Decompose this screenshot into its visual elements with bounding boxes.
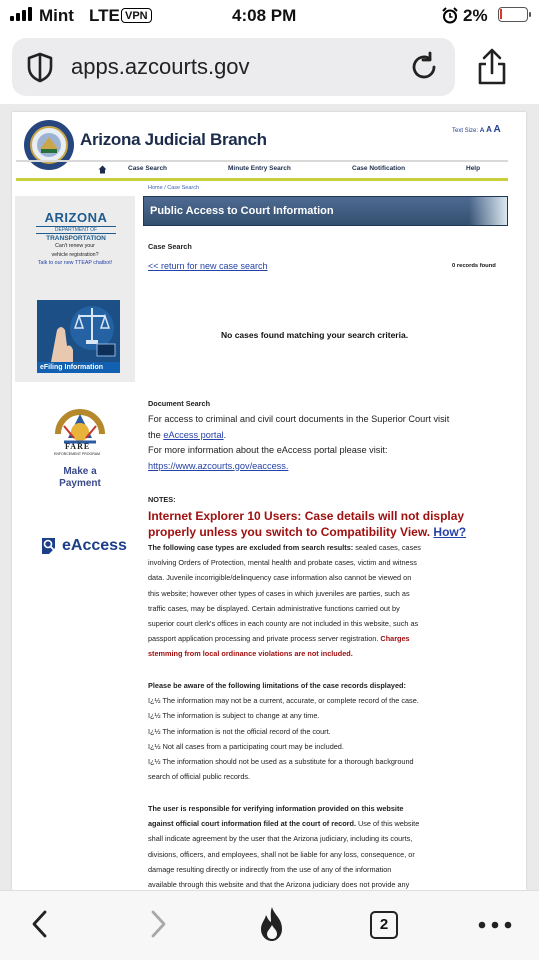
efiling-banner[interactable]: eFiling Information (37, 300, 120, 373)
records-found: 0 records found (452, 263, 496, 269)
signal-icon (10, 7, 34, 21)
limitation-item: search of official public records. (148, 772, 251, 782)
adot-promo-text[interactable]: Can't renew your vehicle registration? Talk to our new TTEAP chatbot! (37, 243, 113, 266)
how-link[interactable]: How? (433, 525, 467, 539)
web-page: Arizona Judicial Branch Text Size: A A A Case Search Minute Entry Search Case Notification Help Home / Case Search ARIZONA DEPARTMENT OF TRANSPORTATION Can't renew your vehicle registration? Talk to our new TTEAP chatbot! eFiling Information FARE ENFORCEMENT PROGRAM Make a Payment eAccess Public Access to Court Information Case Search << return for new case search 0 records found No cases found matching your search criteria. Document Search For access to criminal and civil court documents in the Superior Court visit the eAccess portal. For more information about the eAccess portal please visit: https://www.azcourts.gov/eaccess. NOTES: Internet Explorer 10 Users: Case details will not display properly unless you switch to Compatibility View. How? The following case types are excluded from search results: sealed cases, cases involving Orders of Protection, mental health and probate cases, victim and witness data. Juvenile incorrigible/delinquency case information also cannot be viewed on this website; however other types of cases in which juveniles are parties, such as traffic cases, may be displayed. Certain administrative functions carried out by superior court clerk's offices in each county are not included in this website, such as passport application processing and private process server registration. Charges stemming from local ordinance violations are not included. Please be aware of the following limitations of the case records displayed: ï¿½ The information may not be a current, accurate, or complete record of the case. ï¿½ The information is subject to change at any time. ï¿½ The information is not the official record of the court. ï¿½ Not all cases from a participating court may be included. ï¿½ The information should not be used as a substitute for a thorough background search of official public records. The user is responsible for verifying information provided on this website against official court information filed at the court of record. Use of this website shall indicate agreement by the user that the Arizona judiciary, including its courts, divisions, officers, and employees, shall not be liable for any loss, consequence, or damage resulting directly or indirectly from the use of any of the information available through this website and that the Arizona judiciary does not provide any (12, 112, 526, 890)
vpn-badge: VPN (121, 8, 152, 23)
case-search-heading: Case Search (148, 242, 192, 251)
nav-minute-entry-search[interactable]: Minute Entry Search (228, 165, 291, 172)
breadcrumb: Home / Case Search (148, 185, 200, 191)
document-search-heading: Document Search (148, 399, 211, 408)
nav-help[interactable]: Help (466, 165, 481, 172)
limitation-item: ï¿½ The information is subject to change at any time. (148, 711, 320, 721)
battery-percent: 2% (463, 6, 488, 25)
fare-payment-link[interactable]: FARE ENFORCEMENT PROGRAM Make a Payment (52, 404, 108, 494)
eaccess-info-link[interactable]: https://www.azcourts.gov/eaccess. (148, 460, 289, 471)
text-size-large[interactable]: A (493, 124, 501, 135)
adot-logo[interactable]: ARIZONA DEPARTMENT OF TRANSPORTATION (28, 210, 124, 242)
limitation-item: ï¿½ The information should not be used as a substitute for a thorough background (148, 757, 414, 767)
return-link[interactable]: << return for new case search (148, 261, 268, 271)
limitation-item: ï¿½ The information is not the official record of the court. (148, 726, 331, 736)
clock: 4:08 PM (232, 6, 297, 25)
document-search-text: For access to criminal and civil court documents in the Superior Court visit the eAccess portal. For more information about the eAccess portal please visit: https://www.azcourts.gov/eaccess. (148, 414, 450, 471)
fire-icon[interactable] (256, 905, 288, 943)
reload-icon[interactable] (408, 51, 440, 83)
responsibility-section: The user is responsible for verifying information provided on this website against official court information filed at the court of record. Use of this website shall indicate agreement by the user that the Arizona judiciary, including its courts, divisions, officers, and employees, shall not be liable for any loss, consequence, or damage resulting directly or indirectly from the use of any of the information available through this website and that the Arizona judiciary does not provide any (148, 804, 420, 890)
banner-title: Public Access to Court Information (150, 205, 334, 217)
breadcrumb-case-search[interactable]: Case Search (167, 185, 200, 191)
carrier-label: Mint (39, 6, 74, 25)
text-size-medium[interactable]: A (486, 125, 492, 134)
back-icon[interactable] (28, 909, 52, 939)
site-title: Arizona Judicial Branch (80, 130, 267, 149)
eaccess-logo-icon (40, 536, 58, 556)
url-text[interactable]: apps.azcourts.gov (71, 54, 250, 79)
text-size-control: Text Size: A A A (452, 124, 501, 135)
text-size-small[interactable]: A (479, 127, 485, 134)
excluded-cases-text: The following case types are excluded from search results: sealed cases, cases involving Orders of Protection, mental health and probate cases, victim and witness data. Juvenile incorrigible/delinquency case information also cannot be viewed on this website; however other types of cases in which juveniles are parties, such as traffic cases, may be displayed. Certain administrative functions carried out by superior court clerk's offices in each county are not included in this website, such as passport application processing and private process server registration. Charges stemming from local ordinance violations are not included. (148, 543, 421, 659)
eaccess-portal-link[interactable]: eAccess portal (163, 429, 224, 440)
more-icon[interactable] (478, 921, 512, 929)
home-icon[interactable] (98, 165, 107, 174)
breadcrumb-home[interactable]: Home (148, 185, 163, 191)
tab-count: 2 (379, 916, 389, 933)
nav-case-search[interactable]: Case Search (128, 165, 168, 172)
battery-icon (498, 7, 528, 22)
alarm-icon (442, 7, 458, 24)
address-bar[interactable] (12, 38, 455, 96)
browser-toolbar (0, 890, 539, 960)
forward-icon[interactable] (146, 909, 170, 939)
limitations-heading: Please be aware of the following limitations of the case records displayed: (148, 681, 406, 690)
limitation-item: ï¿½ The information may not be a current, accurate, or complete record of the case. (148, 696, 419, 706)
limitation-item: ï¿½ Not all cases from a participating court may be included. (148, 741, 344, 751)
tabs-button[interactable] (370, 911, 398, 939)
no-cases-message: No cases found matching your search criteria. (221, 330, 409, 340)
notes-heading: NOTES: (148, 495, 176, 504)
scales-of-justice-icon (37, 300, 120, 362)
nav-case-notification[interactable]: Case Notification (352, 165, 406, 172)
page-banner (143, 196, 508, 226)
nav-underline (16, 178, 508, 181)
ie-warning: Internet Explorer 10 Users: Case details will not display properly unless you switch to Compatibility View. How? (148, 509, 467, 539)
status-bar (0, 0, 539, 32)
share-icon[interactable] (470, 45, 514, 89)
limitations-section (148, 678, 508, 784)
main-nav (16, 162, 508, 178)
shield-icon[interactable] (26, 52, 54, 83)
network-label: LTE (89, 6, 120, 25)
